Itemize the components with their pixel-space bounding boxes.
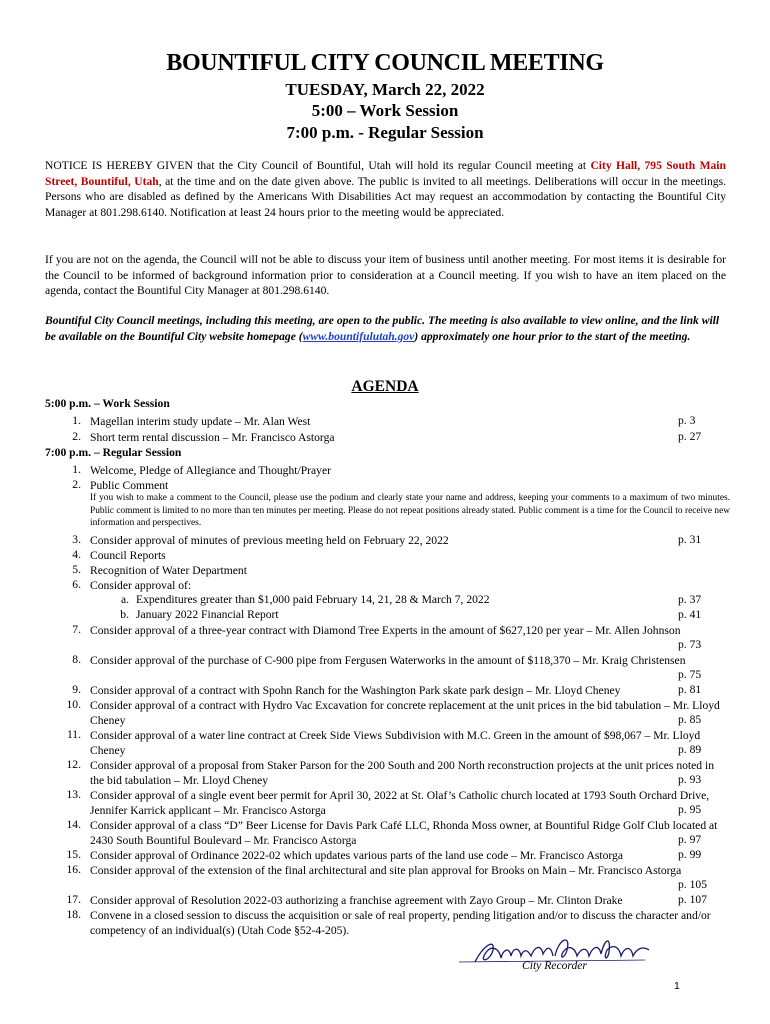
item-page: p. 107: [678, 893, 707, 906]
item-text: Magellan interim study update – Mr. Alan West: [90, 415, 311, 428]
item-text: Consider approval of Resolution 2022-03 authorizing a franchise agreement with Zayo Group – Mr. Clinton Drake: [90, 894, 623, 907]
item-number: 11.: [66, 728, 81, 741]
public-comment-note: If you wish to make a comment to the Council, please use the podium and clearly state your name and address, keeping your comments to a maximum of two minutes. Public comment is limited to no more than ten minutes per meeting. Please do not repeat positions already stated. Public comment is a time for the Council to receive new information and perspectives.: [90, 493, 730, 529]
item-number: 2.: [72, 478, 81, 491]
item-page: p. 85: [678, 713, 702, 726]
item-number: 1.: [72, 414, 81, 427]
item-page: p. 75: [678, 668, 702, 681]
regular-session-time: 7:00 p.m. - Regular Session: [286, 123, 484, 142]
item-text: Consider approval of a contract with Hydro Vac Excavation for concrete replacement at the unit prices in the bid tabulation – Mr. Lloyd Cheney: [90, 699, 720, 728]
item-text: Convene in a closed session to discuss the acquisition or sale of real property, pending litigation and/or to discuss the character and/or competency of an individual(s) (Utah Code §52-4-205).: [90, 909, 711, 938]
work-session-heading: 5:00 p.m. – Work Session: [45, 397, 170, 410]
item-page: p. 81: [678, 683, 702, 696]
item-text: Council Reports: [90, 549, 166, 562]
item-text: Consider approval of Ordinance 2022-02 which updates various parts of the land use code – Mr. Francisco Astorga: [90, 849, 623, 862]
item-page: p. 95: [678, 803, 702, 816]
item-number: 9.: [72, 683, 81, 696]
item-text: Consider approval of a proposal from Staker Parson for the 200 South and 200 North reconstruction projects at the unit prices noted in the bid tabulation – Mr. Lloyd Cheney: [90, 759, 714, 788]
meeting-title: BOUNTIFUL CITY COUNCIL MEETING: [166, 50, 604, 76]
subitem-text: January 2022 Financial Report: [136, 608, 279, 621]
item-number: 3.: [72, 533, 81, 546]
item-text: Consider approval of a class “D” Beer License for Davis Park Café LLC, Rhonda Moss owner, at Bountiful Ridge Golf Club located at 2430 South Bountiful Boulevard – Mr. Francisco Astorga: [90, 819, 718, 848]
item-page: p. 3: [678, 414, 696, 427]
meeting-date: TUESDAY, March 22, 2022: [285, 80, 485, 99]
item-number: 10.: [66, 698, 81, 711]
item-page: p. 27: [678, 430, 702, 443]
page-number: 1: [674, 980, 680, 992]
item-page: p. 73: [678, 638, 702, 651]
item-number: 4.: [72, 548, 81, 561]
item-number: 18.: [66, 908, 81, 921]
agenda-heading: AGENDA: [351, 378, 419, 395]
subitem-letter: a.: [120, 593, 129, 606]
notice-text-end: , at the time and on the date given above. The public is invited to all meetings. Deliberations will occur in the meetings. Persons who are disabled as defined by the Americans With Disabilities Act may request an accommodation by contacting the Bountiful City Manager at 801.298.6140. Notification at least 24 hours prior to the meeting would be appreciated.: [45, 174, 726, 219]
item-text: Consider approval of minutes of previous meeting held on February 22, 2022: [90, 534, 449, 547]
item-text: Short term rental discussion – Mr. Francisco Astorga: [90, 431, 335, 444]
item-number: 5.: [72, 563, 81, 576]
item-page: p. 99: [678, 848, 702, 861]
notice-text-start: NOTICE IS HEREBY GIVEN that the City Council of Bountiful, Utah will hold its regular Council meeting at: [45, 159, 591, 172]
item-page: p. 89: [678, 743, 702, 756]
subitem-text: Expenditures greater than $1,000 paid February 14, 21, 28 & March 7, 2022: [136, 593, 490, 606]
item-number: 15.: [66, 848, 81, 861]
item-page: p. 97: [678, 833, 702, 846]
item-number: 2.: [72, 430, 81, 443]
online-viewing-paragraph: [45, 313, 726, 344]
agenda-request-paragraph: If you are not on the agenda, the Council will not be able to discuss your item of business until another meeting. For most items it is desirable for the Council to be informed of background information prior to consideration at a Council meeting. If you wish to have an item placed on the agenda, contact the Bountiful City Manager at 801.298.6140.: [45, 253, 726, 298]
item-text: Welcome, Pledge of Allegiance and Thought/Prayer: [90, 464, 331, 477]
item-text: Consider approval of a contract with Spohn Ranch for the Washington Park skate park design – Mr. Lloyd Cheney: [90, 684, 621, 697]
regular-session-heading: 7:00 p.m. – Regular Session: [45, 446, 182, 459]
item-number: 8.: [72, 653, 81, 666]
item-text: Consider approval of:: [90, 579, 192, 592]
item-text: Consider approval of the extension of the final architectural and site plan approval for Brooks on Main – Mr. Francisco Astorga: [90, 864, 682, 877]
city-website-link[interactable]: www.bountifulutah.gov: [302, 329, 415, 343]
subitem-letter: b.: [120, 608, 129, 621]
city-recorder-label: City Recorder: [522, 959, 587, 972]
item-number: 14.: [66, 818, 81, 831]
item-page: p. 93: [678, 773, 702, 786]
item-number: 6.: [72, 578, 81, 591]
online-text-end: ) approximately one hour prior to the start of the meeting.: [414, 329, 691, 343]
item-page: p. 41: [678, 608, 702, 621]
notice-paragraph: [45, 158, 726, 220]
item-number: 12.: [66, 758, 81, 771]
item-text: Recognition of Water Department: [90, 564, 247, 577]
item-number: 13.: [66, 788, 81, 801]
item-text: Consider approval of the purchase of C-900 pipe from Fergusen Waterworks in the amount of $118,370 – Mr. Kraig Christensen: [90, 654, 686, 667]
item-text: Consider approval of a three-year contract with Diamond Tree Experts in the amount of $627,120 per year – Mr. Allen Johnson: [90, 624, 681, 637]
item-number: 1.: [72, 463, 81, 476]
item-text: Consider approval of a water line contract at Creek Side Views Subdivision with M.C. Green in the amount of $98,067 – Mr. Lloyd Cheney: [90, 729, 701, 758]
item-number: 7.: [72, 623, 81, 636]
work-session-time: 5:00 – Work Session: [311, 101, 459, 120]
meeting-location: City Hall, 795 South Main Street, Bountiful, Utah: [45, 159, 726, 188]
online-text-start: Bountiful City Council meetings, including this meeting, are open to the public. The meeting is also available to view online, and the link will be available on the Bountiful City website homepage (: [45, 314, 720, 343]
item-text: Consider approval of a single event beer permit for April 30, 2022 at St. Olaf’s Catholic church located at 1793 South Orchard Drive, Jennifer Karrick applicant – Mr. Francisco Astorga: [90, 789, 710, 818]
item-page: p. 37: [678, 593, 702, 606]
item-page: p. 105: [678, 878, 707, 891]
item-page: p. 31: [678, 533, 702, 546]
item-text: Public Comment: [90, 479, 169, 492]
item-number: 16.: [66, 863, 81, 876]
item-number: 17.: [66, 893, 81, 906]
